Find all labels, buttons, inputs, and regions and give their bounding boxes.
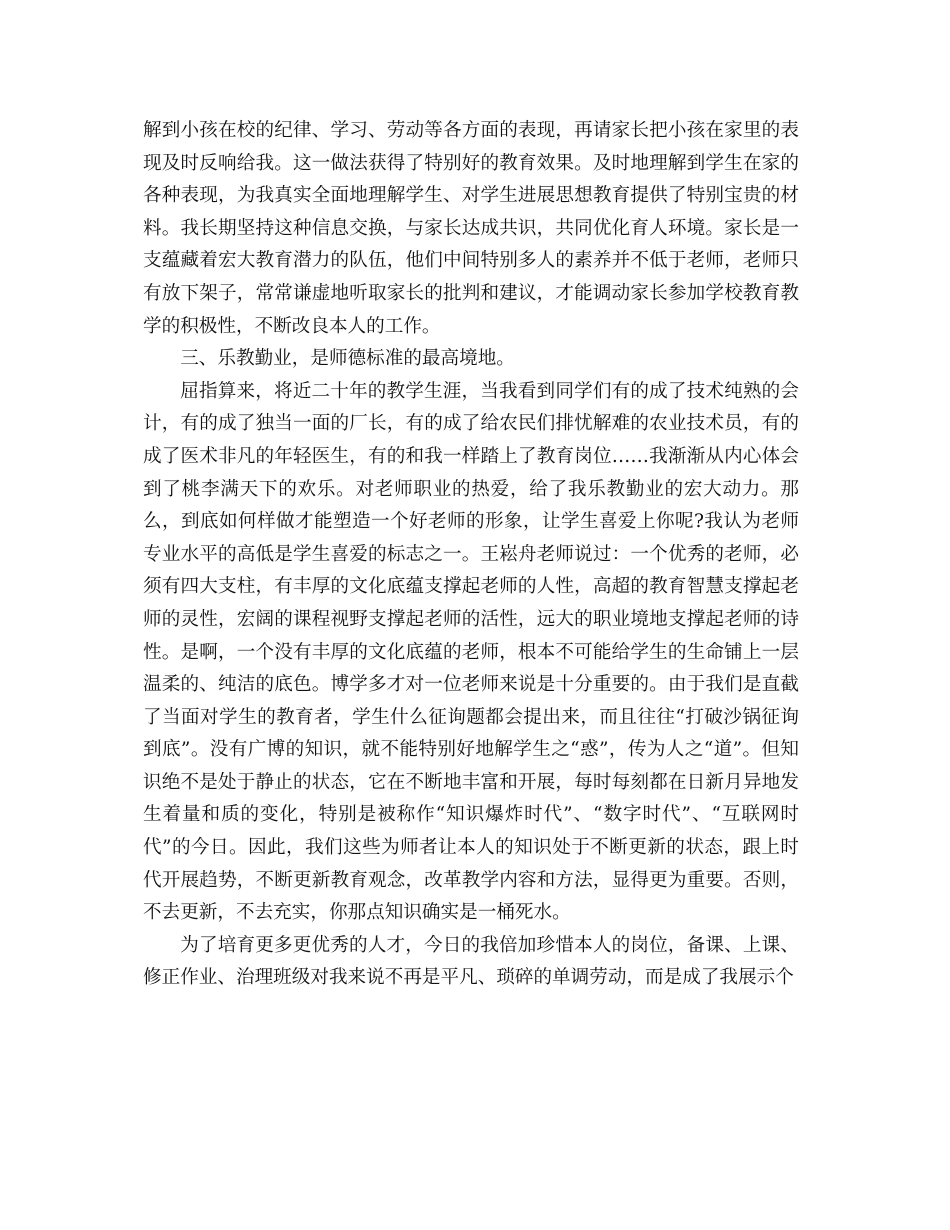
paragraph-teaching-career: 屈指算来，将近二十年的教学生涯，当我看到同学们有的成了技术纯熟的会计，有的成了独当一面的厂长，有的成了给农民们排忧解难的农业技术员，有的成了医术非凡的年轻医生，有的和我一样踏上了教育岗位……我渐渐从内心体会到了桃李满天下的欢乐。对老师职业的热爱，给了我乐教勤业的宏大动力。那么，到底如何样做才能塑造一个好老师的形象，让学生喜爱上你呢?我认为老师专业水平的高低是学生喜爱的标志之一。王崧舟老师说过：一个优秀的老师，必须有四大支柱，有丰厚的文化底蕴支撑起老师的人性，高超的教育智慧支撑起老师的灵性，宏阔的课程视野支撑起老师的活性，远大的职业境地支撑起老师的诗性。是啊，一个没有丰厚的文化底蕴的老师，根本不可能给学生的生命铺上一层温柔的、纯洁的底色。博学多才对一位老师来说是十分重要的。由于我们是直截了当面对学生的教育者，学生什么征询题都会提出来，而且往往“打破沙锅征询到底”。没有广博的知识，就不能特别好地解学生之“惑”，传为人之“道”。但知识绝不是处于静止的状态，它在不断地丰富和开展，每时每刻都在日新月异地发生着量和质的变化，特别是被称作“知识爆炸时代”、“数字时代”、“互联网时代”的今日。因此，我们这些为师者让本人的知识处于不断更新的状态，跟上时代开展趋势，不断更新教育观念，改革教学内容和方法，显得更为重要。否则，不去更新，不去充实，你那点知识确实是一桶死水。 bbox=[143, 380, 799, 924]
section-heading-three: 三、乐教勤业，是师德标准的最高境地。 bbox=[180, 348, 515, 370]
paragraph-cultivating-talent: 为了培育更多更优秀的人才，今日的我倍加珍惜本人的岗位，备课、上课、修正作业、治理班级对我来说不再是平凡、琐碎的单调劳动，而是成了我展示个 bbox=[143, 934, 799, 989]
paragraph-family-communication: 解到小孩在校的纪律、学习、劳动等各方面的表现，再请家长把小孩在家里的表现及时反响给我。这一做法获得了特别好的教育效果。及时地理解到学生在家的各种表现，为我真实全面地理解学生、对学生进展思想教育提供了特别宝贵的材料。我长期坚持这种信息交换，与家长达成共识，共同优化育人环境。家长是一支蕴藏着宏大教育潜力的队伍，他们中间特别多人的素养并不低于老师，老师只有放下架子，常常谦虚地听取家长的批判和建议，才能调动家长参加学校教育教学的积极性，不断改良本人的工作。 bbox=[143, 120, 799, 337]
document-body bbox=[143, 115, 799, 995]
